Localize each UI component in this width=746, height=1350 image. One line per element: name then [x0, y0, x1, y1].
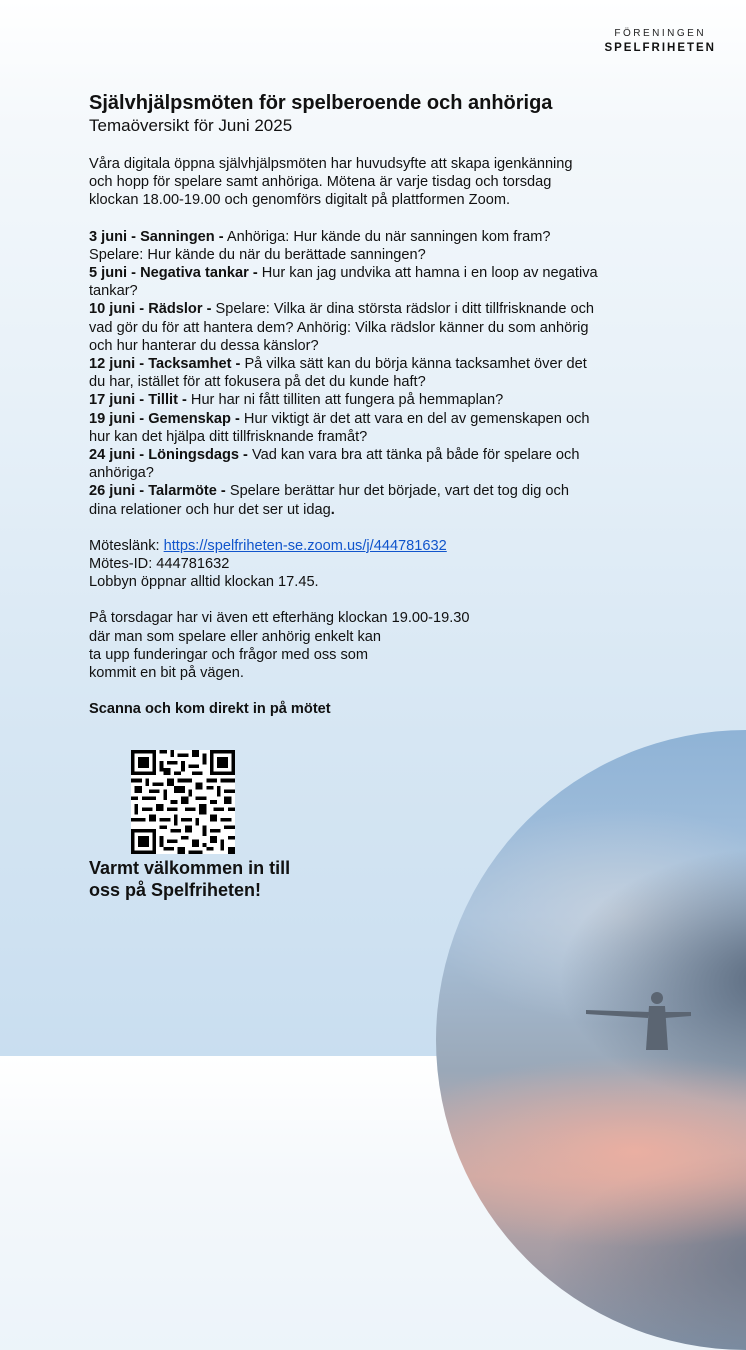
extra-line: kommit en bit på vägen. [89, 665, 244, 682]
logo-top: FÖRENINGEN [614, 28, 707, 39]
schedule-item-text: vad gör du för att hantera dem? Anhörig: Vilka rädslor känner du som anhörig [89, 319, 589, 336]
schedule-item-text: tankar? [89, 283, 138, 300]
schedule-item-text: Hur kan jag undvika att hamna i en loop av negativa [257, 265, 598, 282]
scan-heading: Scanna och kom direkt in på mötet [89, 701, 331, 718]
schedule-item-text: Hur har ni fått tilliten att fungera på hemmaplan? [186, 392, 504, 409]
page-title: Självhjälpsmöten för spelberoende och anhöriga [89, 92, 553, 114]
schedule-item-text: anhöriga? [89, 465, 154, 482]
schedule-item-text: dina relationer och hur det ser ut idag [89, 501, 331, 518]
schedule-item-tail: . [330, 501, 335, 518]
schedule-item-text: Vad kan vara bra att tänka på både för spelare och [247, 447, 580, 464]
intro-line: Våra digitala öppna självhjälpsmöten har huvudsyfte att skapa igenkänning [89, 156, 573, 172]
page-subtitle: Temaöversikt för Juni 2025 [89, 116, 293, 135]
lobby-info: Lobbyn öppnar alltid klockan 17.45. [89, 574, 319, 591]
schedule-item-head: 17 juni - Tillit - [89, 392, 187, 409]
schedule-item-text: du har, istället för att fokusera på det du kunde haft? [89, 374, 426, 391]
welcome-line: oss på Spelfriheten! [89, 880, 262, 900]
schedule-item-text: Spelare berättar hur det började, vart det tog dig och [225, 483, 569, 500]
schedule-item-head: 24 juni - Löningsdags - [89, 447, 248, 464]
intro-text [89, 155, 669, 210]
meeting-id: Mötes-ID: 444781632 [89, 556, 230, 573]
schedule-item-head: 5 juni - Negativa tankar - [89, 265, 258, 282]
meeting-link-label: Möteslänk: [89, 537, 164, 554]
schedule-item-text: Anhöriga: Hur kände du när sanningen kom fram? [223, 228, 551, 245]
schedule-item-head: 10 juni - Rädslor - [89, 301, 212, 318]
schedule-item-text: hur kan det hjälpa ditt tillfrisknande framåt? [89, 428, 368, 445]
meeting-link[interactable]: https://spelfriheten-se.zoom.us/j/444781632 [163, 537, 447, 554]
schedule-item-head: 19 juni - Gemenskap - [89, 410, 240, 427]
extra-line: där man som spelare eller anhörig enkelt kan [89, 628, 382, 645]
logo [604, 28, 716, 54]
extra-line: ta upp funderingar och frågor med oss som [89, 646, 369, 663]
logo-bottom: SPELFRIHETEN [604, 42, 716, 54]
welcome-message [89, 857, 349, 901]
intro-line: klockan 18.00-19.00 och genomförs digitalt på plattformen Zoom. [89, 192, 511, 209]
schedule-item-text: Spelare: Hur kände du när du berättade sanningen? [89, 246, 426, 263]
welcome-line: Varmt välkommen in till [89, 858, 291, 878]
intro-line: och hopp för spelare samt anhöriga. Mötena är varje tisdag och torsdag [89, 174, 552, 191]
extra-line: På torsdagar har vi även ett efterhäng klockan 19.00-19.30 [89, 610, 470, 627]
qr-code[interactable] [131, 750, 235, 854]
person-figure [586, 992, 691, 1050]
schedule-item-head: 26 juni - Talarmöte - [89, 483, 226, 500]
meeting-info [89, 537, 669, 592]
sky-photo [436, 730, 746, 1350]
schedule-item-head: 3 juni - Sanningen - [89, 228, 224, 245]
schedule-item-text: Spelare: Vilka är dina största rädslor i ditt tillfrisknande och [211, 301, 595, 318]
schedule-item-text: Hur viktigt är det att vara en del av gemenskapen och [239, 410, 590, 427]
schedule-list [89, 228, 669, 519]
schedule-item-text: och hur hanterar du dessa känslor? [89, 337, 319, 354]
schedule-item-text: På vilka sätt kan du börja känna tacksamhet över det [240, 356, 587, 373]
main-content [89, 92, 669, 718]
after-meeting-info [89, 609, 669, 682]
schedule-item-head: 12 juni - Tacksamhet - [89, 356, 241, 373]
